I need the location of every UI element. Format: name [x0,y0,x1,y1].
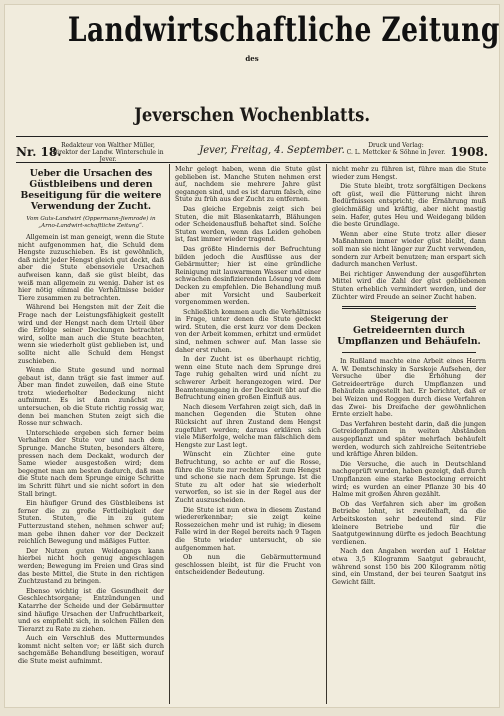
paragraph: In Rußland machte eine Arbeit eines Herrn A. W. Demtschinsky in Sarskoje Aufsehen, der Versuche über die Erhöhung der Getreideerträge durch Umpflanzen und Behäufeln angestellt hat. Er berichtet, daß er bei Weizen und Roggen durch diese Verfahren das Zwei- bis Dreifache der gewöhnlichen Ernte erzielt habe. [332,357,486,419]
paragraph: Wünscht ein Züchter eine gute Befruchtung, so achte er auf die Rosse, führe die Stute zur rechten Zeit zum Hengst und schone sie nach dem Sprunge. Ist die Stute zu alt oder hat sie wiederholt verworfen, so ist sie in der Regel aus der Zucht auszuscheiden. [175,450,321,504]
column-1 [18,166,164,704]
masthead-title: Landwirtschaftliche Zeitung [67,10,500,50]
paragraph: Bei richtiger Anwendung der ausgeführten Mittel wird die Zahl der güst gebliebenen Stuten erheblich vermindert werden, und der Züchter wird Freude an seiner Zucht haben. [332,269,486,301]
column-3 [332,166,486,704]
top-rule [16,136,488,137]
heading-underline [342,352,476,353]
paragraph: Das Verfahren besteht darin, daß die jungen Getreidepflanzen in weiten Abständen ausgepflanzt und später mehrfach behäufelt werden, wodurch sich zahlreiche Seitentriebe und kräftige Ähren bilden. [332,419,486,459]
paragraph: Allgemein ist man geneigt, wenn die Stute nicht aufgenommen hat, die Schuld dem Hengste zuzuschieben. Es ist gewöhnlich, daß nicht jeder Hengst gleich gut deckt, daß aber die Stute ebensoviele Ursachen aufweisen kann, daß sie güst bleibt, das weiß man allgemein zu wenig. Daher ist es hier nötig einmal die Verhältnisse beider Tiere zusammen zu betrachten. [18,233,164,302]
editor-line-1: Redakteur von Walther Müller, [61,142,155,149]
editor-line-2: Direktor der Landw. Winterschule in Jever. [52,149,164,163]
article-byline: Vom Guts-Landwirt (Oppermann-Jiemrode) in „Arno-Landwirt-schaftliche Zeitung“. [26,216,156,229]
year: 1908. [450,145,488,159]
paragraph: Schließlich kommen auch die Verhältnisse in Frage, unter denen die Stute gedeckt wird. Stuten, die erst kurz vor dem Decken von der Arbeit kommen, erhitzt und ermüdet sind, nehmen schwer auf. Man lasse sie daher erst ruhen. [175,307,321,354]
paragraph: Nach den Angaben werden auf 1 Hektar etwa 3,5 Kilogramm Saatgut gebraucht, während sonst 150 bis 200 Kilogramm nötig sind, ein Umstand, der bei teuren Saatgut ins Gewicht fällt. [332,547,486,586]
masthead [16,8,500,64]
printer-credit [334,142,458,156]
section-divider [342,306,476,309]
info-bottom-rule [16,162,488,163]
masthead-subtitle-wrap [16,104,488,126]
masthead-des: des [245,54,259,63]
dateline: Jever, Freitag, 4. September. [199,145,345,156]
paragraph: Die Stute bleibt, trotz sorgfältigen Deckens oft güst, weil die Fütterung nicht ihren Bedürfnissen entspricht; die Ernährung muß gleichmäßig und kräftig, aber nicht mastig sein. Hafer, gutes Heu und Weidegang bilden die beste Grundlage. [332,182,486,229]
paragraph: Das gleiche Ergebnis zeigt sich bei Stuten, die mit Blasenkatarrh, Blähungen oder Scheidenausfluß behaftet sind. Solche Stuten werden, wenn das Leiden gehoben ist, fast immer wieder tragend. [175,204,321,244]
article-heading-2: Steigerung der Getreideernten durch Umpflanzen und Behäufeln. [337,314,481,348]
printer-line-1: Druck und Verlag: [368,142,424,149]
article-heading: Ueber die Ursachen des Güstbleibens und deren Beseitigung für die weitere Verwendung der Zucht. [20,168,162,212]
column-2 [175,166,321,704]
printer-line-2: C. L. Mettcker & Söhne in Jever. [346,149,446,156]
paragraph: Unterschiede ergeben sich ferner beim Verhalten der Stute vor und nach dem Sprunge. Manche Stuten, besonders ältere, pressen nach dem Deckakt, wodurch der Same wieder ausgestoßen wird; dem begegnet man am besten dadurch, daß man die Stute nach dem Sprunge einige Schritte im Schritt führt und sie nicht sofort in den Stall bringt. [18,428,164,498]
paragraph: Die Stute ist nun etwa in diesem Zustand wiedererkennbar; sie zeigt keine Rossezeichen mehr und ist ruhig; in diesem Falle wird in der Regel bereits nach 9 Tagen die Stute wieder untersucht, ob sie aufgenommen hat. [175,505,321,552]
column-divider-2 [326,164,327,704]
paragraph: Ob nun die Gebärmuttermund geschlossen bleibt, ist für die Frucht von entscheidender Bedeutung. [175,553,321,577]
paragraph: Wenn die Stute gesund und normal gebaut ist, dann trägt sie fast immer auf. Aber man findet zuweilen, daß eine Stute trotz wiederholter Bedeckung nicht aufnimmt. Es ist dann zunächst zu untersuchen, ob die Stute richtig rossig war, denn bei manchen Stuten zeigt sich die Rosse nur schwach. [18,366,164,428]
masthead-subtitle: Jeverschen Wochenblatts. [134,104,370,126]
editor-credit [48,142,168,163]
newspaper-page [4,4,500,708]
paragraph: Die Versuche, die auch in Deutschland nachgeprüft wurden, haben gezeigt, daß durch Umpflanzen eine starke Bestockung erreicht wird; es wurden an einer Pflanze 30 bis 40 Halme mit großen Ähren gezählt. [332,459,486,499]
issue-number: Nr. 18. [16,145,62,159]
paragraph: Das größte Hindernis der Befruchtung bilden jedoch die Ausflüsse aus der Gebärmutter; hier ist eine gründliche Reinigung mit lauwarmem Wasser und einer schwachen desinfizierenden Lösung vor dem Decken zu empfehlen. Die Behandlung muß aber mit Vorsicht und Sauberkeit vorgenommen werden. [175,244,321,307]
paragraph: nicht mehr zu führen ist, führe man die Stute wieder zum Hengst. [332,166,486,181]
paragraph: Ebenso wichtig ist die Gesundheit der Geschlechtsorgane; Entzündungen und Katarrhe der Scheide und der Gebärmutter sind häufige Ursachen der Unfruchtbarkeit, und es empfiehlt sich, in solchen Fällen den Tierarzt zu Rate zu ziehen. [18,586,164,633]
column-divider-1 [169,164,170,704]
info-bar [16,140,488,162]
paragraph: Mehr gelegt haben, wenn die Stute güst geblieben ist. Manche Stuten nehmen erst auf, nachdem sie mehrere Jahre güst gegangen sind, und es ist darum falsch, eine Stute zu früh aus der Zucht zu entfernen. [175,166,321,204]
paragraph: Ein häufiger Grund des Güstbleibens ist ferner die zu große Fettleibigkeit der Stuten. Stuten, die in zu gutem Futterzustand stehen, nehmen schwer auf; man gebe ihnen daher vor der Deckzeit reichlich Bewegung und mäßiges Futter. [18,499,164,546]
paragraph: Auch ein Verschluß des Muttermundes kommt nicht selten vor; er läßt sich durch sachgemäße Behandlung beseitigen, worauf die Stute meist aufnimmt. [18,634,164,666]
paragraph: Während bei Hengsten mit der Zeit die Frage nach der Leistungsfähigkeit gestellt wird und der Hengst nach dem Urteil über die Erfolge seiner Deckungen betrachtet wird, sollte man auch die Stute beachten, wenn sie wiederholt güst geblieben ist, und sollte nicht alle Schuld dem Hengst zuschieben. [18,303,164,365]
paragraph: In der Zucht ist es überhaupt richtig, wenn eine Stute nach dem Sprunge drei Tage ruhig gehalten wird und nicht zu schwerer Arbeit herangezogen wird. Der Beamtenumgang in der Deckzeit übt auf die Befruchtung einen großen Einfluß aus. [175,355,321,402]
paragraph: Ob das Verfahren sich aber im großen Betriebe lohnt, ist zweifelhaft, da die Arbeitskosten sehr bedeutend sind. Für kleinere Betriebe und für die Saatgutgewinnung dürfte es jedoch Beachtung verdienen. [332,499,486,546]
paragraph: Nach diesem Verfahren zeigt sich, daß in manchen Gegenden die Stuten ohne Rücksicht auf ihren Zustand dem Hengst zugeführt werden; daraus erklären sich viele Mißerfolge, welche man fälschlich dem Hengste zur Last legt. [175,402,321,449]
paragraph: Der Nutzen guten Weidegangs kann hierbei nicht hoch genug angeschlagen werden; Bewegung im Freien und Gras sind das beste Mittel, die Stute in den richtigen Zuchtzustand zu bringen. [18,546,164,586]
paragraph: Wenn aber eine Stute trotz aller dieser Maßnahmen immer wieder güst bleibt, dann soll man sie nicht länger zur Zucht verwenden, sondern zur Arbeit benutzen; man erspart sich dadurch manchen Verlust. [332,229,486,269]
